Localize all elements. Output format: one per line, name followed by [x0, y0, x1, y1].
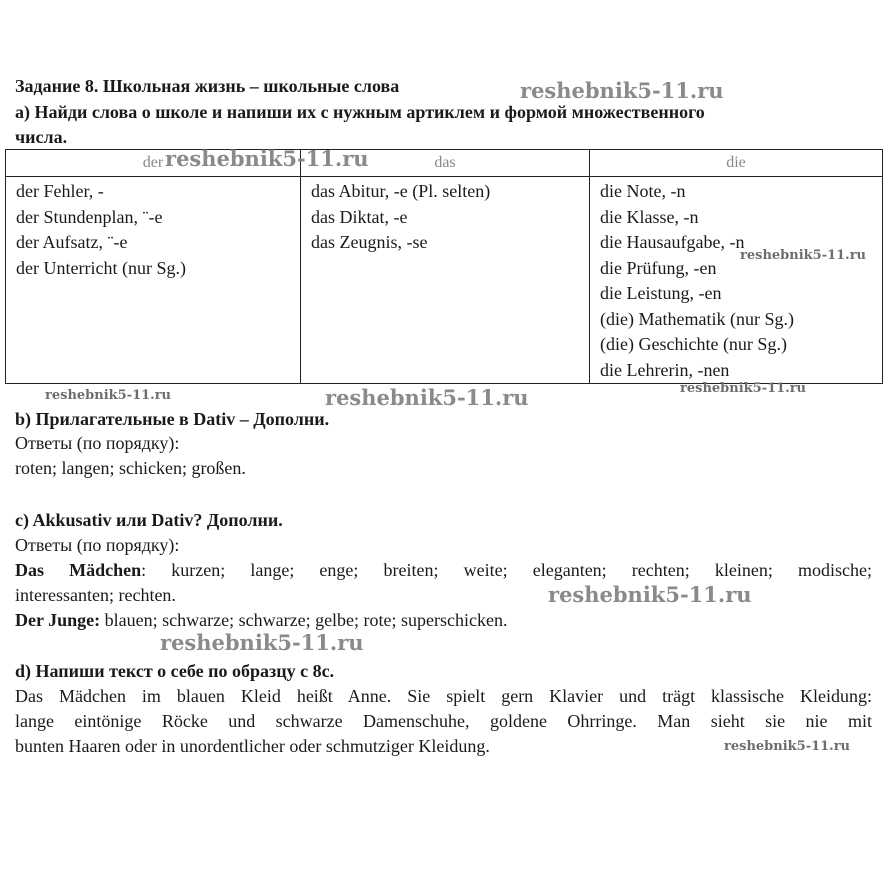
watermark: reshebnik5-11.ru	[520, 78, 724, 103]
list-item: die Hausaufgabe, -n	[600, 232, 745, 252]
part-b-heading: b) Прилагательные в Dativ – Дополни.	[15, 409, 330, 429]
part-b-answers-label: Ответы (по порядку):	[15, 433, 180, 453]
watermark: reshebnik5-11.ru	[160, 630, 364, 655]
articles-table	[5, 149, 883, 384]
part-c-girl-line	[15, 560, 872, 581]
list-item: die Lehrerin, -nen	[600, 359, 730, 380]
watermark: reshebnik5-11.ru	[165, 146, 369, 171]
watermark: reshebnik5-11.ru	[45, 388, 172, 403]
list-item: der Fehler, -	[16, 181, 104, 201]
part-a-heading: a) Найди слова о школе и напиши их с нужным артиклем и формой множественного	[15, 102, 705, 122]
watermark: reshebnik5-11.ru	[548, 582, 752, 607]
list-item: das Abitur, -e (Pl. selten)	[311, 181, 491, 201]
part-c-answers-label: Ответы (по порядку):	[15, 535, 180, 555]
watermark: reshebnik5-11.ru	[325, 385, 529, 410]
der-column	[6, 177, 301, 384]
girl-answers-cont: interessanten; rechten.	[15, 585, 176, 605]
header-das: das	[301, 150, 590, 177]
list-item: die Klasse, -n	[600, 206, 699, 227]
part-d-text-line: Das Mädchen im blauen Kleid heißt Anne. Sie spielt gern Klavier und trägt klassische Kleidung:	[15, 686, 872, 706]
list-item: der Aufsatz, ¨-e	[16, 232, 128, 252]
part-b-answers: roten; langen; schicken; großen.	[15, 458, 246, 478]
girl-answers: : kurzen; lange; enge; breiten; weite; eleganten; rechten; kleinen; modische;	[141, 560, 872, 580]
header-die: die	[590, 150, 883, 177]
list-item: das Diktat, -e	[311, 206, 408, 227]
part-d-heading: d) Напиши текст о себе по образцу с 8c.	[15, 661, 335, 681]
list-item: (die) Mathematik (nur Sg.)	[600, 308, 794, 329]
girl-label: Das Mädchen	[15, 560, 142, 580]
watermark: reshebnik5-11.ru	[680, 381, 807, 396]
list-item: das Zeugnis, -se	[311, 232, 428, 252]
boy-label: Der Junge:	[15, 610, 101, 630]
list-item: die Prüfung, -en	[600, 257, 717, 278]
header-der: der	[6, 150, 301, 177]
part-a-heading-cont: числа.	[15, 127, 68, 147]
das-column	[301, 177, 590, 384]
part-d-text-line: bunten Haaren oder in unordentlicher oder schmutziger Kleidung.	[15, 736, 490, 756]
boy-answers: blauen; schwarze; schwarze; gelbe; rote; superschicken.	[100, 610, 508, 630]
list-item: (die) Geschichte (nur Sg.)	[600, 334, 787, 354]
die-column	[590, 177, 883, 384]
part-c-heading: c) Akkusativ или Dativ? Дополни.	[15, 510, 283, 530]
part-c-boy-line	[15, 610, 508, 631]
list-item: die Leistung, -en	[600, 283, 722, 303]
part-d-text-line: lange eintönige Röcke und schwarze Damenschuhe, goldene Ohrringe. Man sieht sie nie mit	[15, 711, 872, 731]
watermark: reshebnik5-11.ru	[740, 248, 867, 263]
list-item: der Stundenplan, ¨-e	[16, 206, 163, 227]
list-item: der Unterricht (nur Sg.)	[16, 257, 186, 278]
list-item: die Note, -n	[600, 181, 686, 201]
watermark: reshebnik5-11.ru	[724, 739, 851, 754]
task-title: Задание 8. Школьная жизнь – школьные слова	[15, 76, 400, 96]
